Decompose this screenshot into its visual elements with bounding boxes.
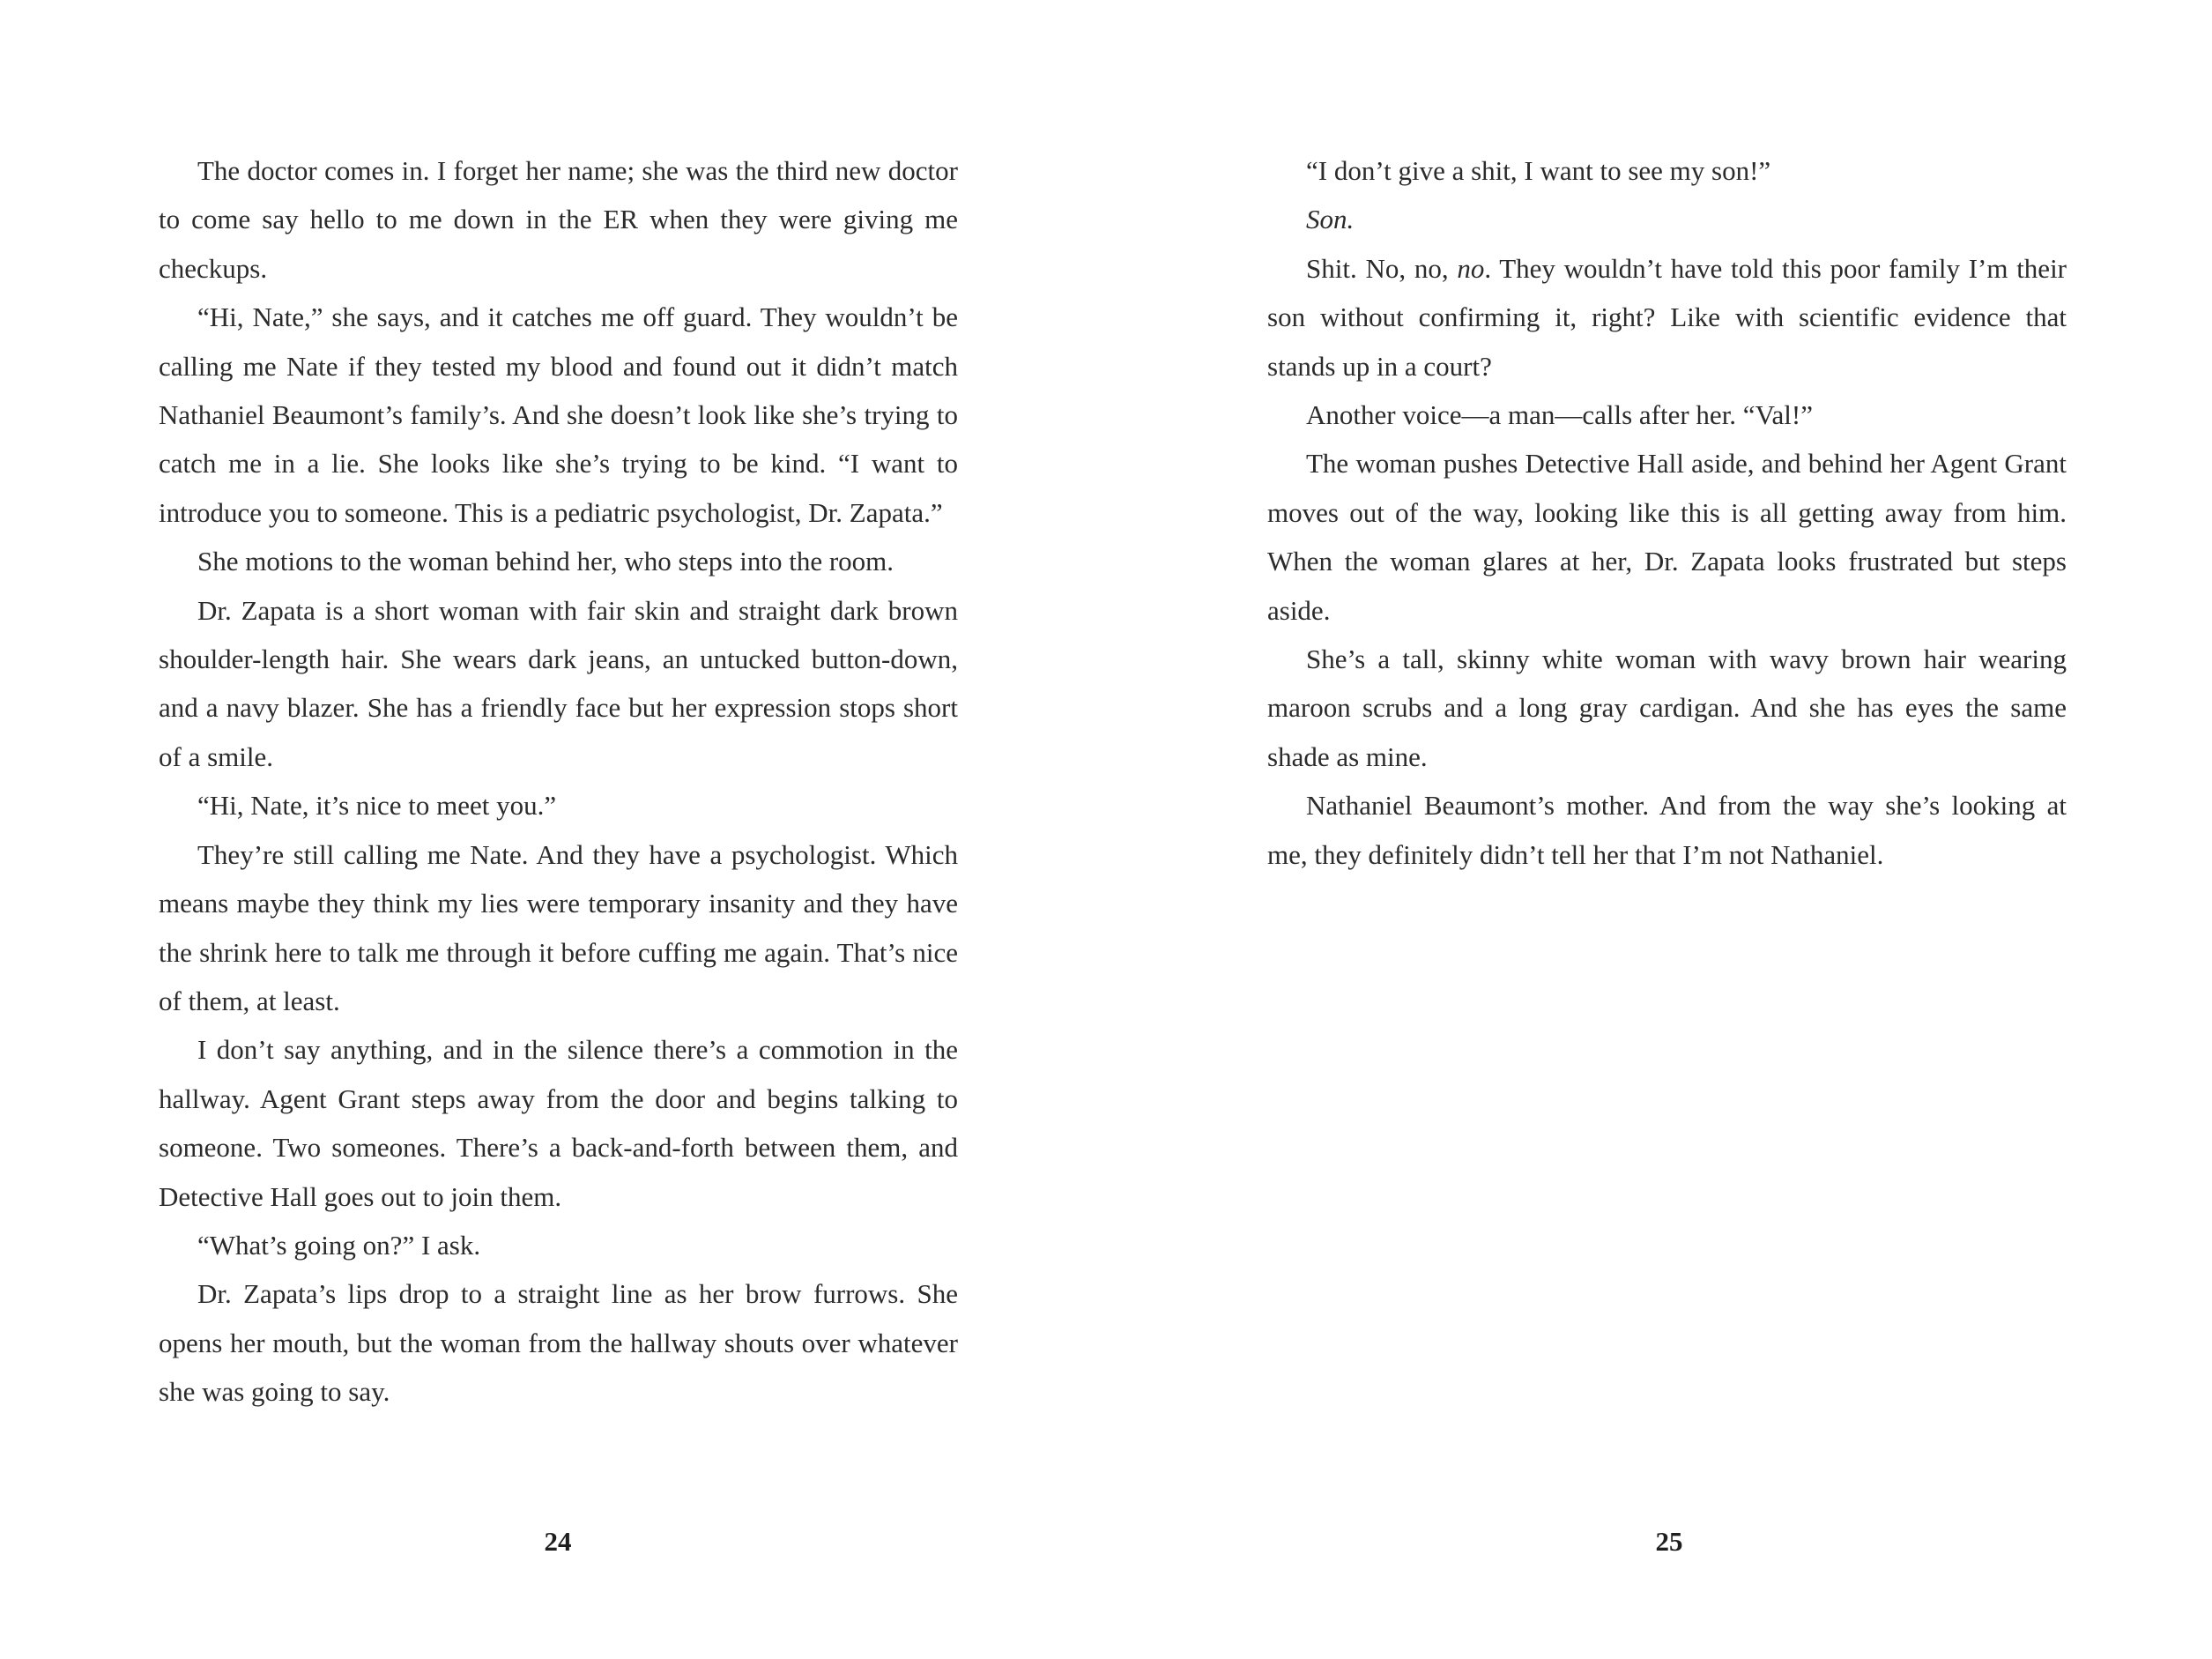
paragraph: I don’t say anything, and in the silence there’s a commotion in the hallway. Agent Grant steps away from the door and begins talking to someone. Two someones. There’s a back-and-forth between them, and Detective Hall goes out to join them.	[159, 1034, 958, 1212]
page-number: 24	[544, 1526, 572, 1557]
paragraph: Another voice—a man—calls after her. “Val!”	[1306, 399, 1813, 431]
right-page	[1106, 0, 2212, 1659]
left-page-text	[159, 146, 958, 1417]
paragraph: “Hi, Nate,” she says, and it catches me off guard. They wouldn’t be calling me Nate if they tested my blood and found out it didn’t match Nathaniel Beaumont’s family’s. And she doesn’t look like she’s trying to catch me in a lie. She looks like she’s trying to be kind. “I want to introduce you to someone. This is a pediatric psychologist, Dr. Zapata.”	[159, 301, 958, 528]
paragraph: They’re still calling me Nate. And they have a psychologist. Which means maybe they think my lies were temporary insanity and they have the shrink here to talk me through it before cuffing me again. That’s nice of them, at least.	[159, 838, 958, 1016]
paragraph: “Hi, Nate, it’s nice to meet you.”	[197, 790, 557, 822]
text-run: . They wouldn’t have told this poor family I’m their son without confirming it, right? Like with scientific evidence that stands up in a court?	[1267, 252, 2067, 382]
paragraph	[1267, 244, 2067, 391]
text-run: Shit. No, no,	[1306, 252, 1458, 284]
paragraph: “I don’t give a shit, I want to see my son!”	[1306, 155, 1771, 186]
paragraph: “What’s going on?” I ask.	[197, 1229, 481, 1261]
paragraph	[1267, 195, 2067, 243]
paragraph: Dr. Zapata is a short woman with fair skin and straight dark brown shoulder-length hair. She wears dark jeans, an untucked button-down, and a navy blazer. She has a friendly face but her expression stops short of a smile.	[159, 594, 958, 772]
paragraph: Dr. Zapata’s lips drop to a straight line as her brow furrows. She opens her mouth, but the woman from the hallway shouts over whatever she was going to say.	[159, 1278, 958, 1408]
right-page-text	[1267, 146, 2067, 879]
paragraph: Nathaniel Beaumont’s mother. And from the way she’s looking at me, they definitely didn’t tell her that I’m not Nathaniel.	[1267, 790, 2067, 870]
italic-text: Son.	[1306, 204, 1355, 235]
paragraph: The doctor comes in. I forget her name; she was the third new doctor to come say hello to me down in the ER when they were giving me checkups.	[159, 155, 958, 284]
paragraph: She motions to the woman behind her, who steps into the room.	[197, 546, 894, 577]
page-number: 25	[1655, 1526, 1683, 1557]
italic-text: no	[1457, 252, 1485, 284]
paragraph: She’s a tall, skinny white woman with wavy brown hair wearing maroon scrubs and a long gray cardigan. And she has eyes the same shade as mine.	[1267, 644, 2067, 772]
paragraph: The woman pushes Detective Hall aside, and behind her Agent Grant moves out of the way, looking like this is all getting away from him. When the woman glares at her, Dr. Zapata looks frustrated but steps aside.	[1267, 448, 2067, 626]
